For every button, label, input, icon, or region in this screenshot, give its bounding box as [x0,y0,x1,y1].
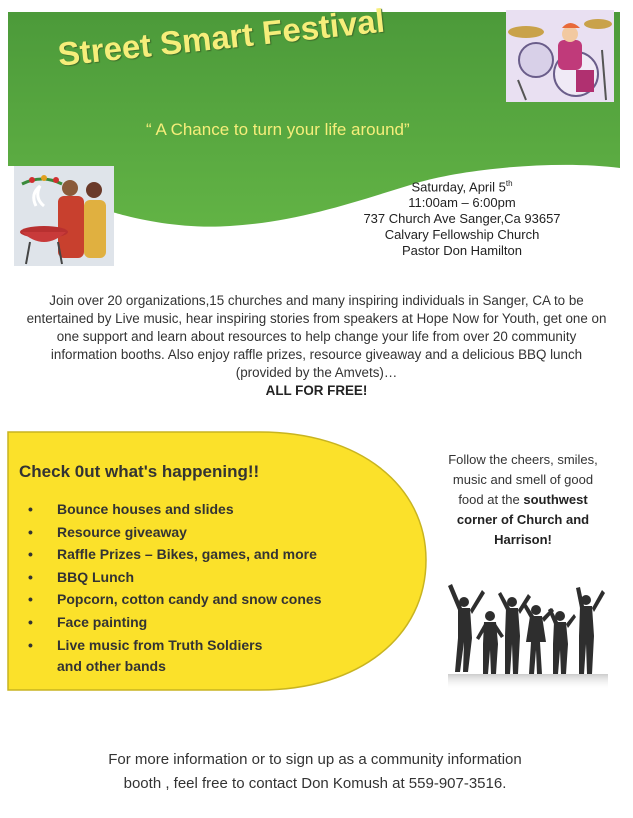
event-date: Saturday, April 5th [411,179,513,195]
activity-list [26,498,406,676]
follow-directions [448,450,598,550]
footer-line-1: For more information or to sign up as a community information [108,751,522,768]
festival-title: Street Smart Festival [56,1,387,73]
list-item [26,634,406,677]
event-venue: Calvary Fellowship Church [384,227,540,243]
intro-emphasis: ALL FOR FREE! [265,383,368,398]
list-item: • Raffle Prizes – Bikes, games, and more [26,543,406,566]
dancers-silhouette [448,580,608,690]
list-item-continuation: and other bands [57,658,166,675]
event-pastor: Pastor Don Hamilton [402,243,522,259]
list-item: • Face painting [26,611,406,634]
list-item: • Bounce houses and slides [26,498,406,521]
list-item: • Popcorn, cotton candy and snow cones [26,588,406,611]
follow-text: Follow the cheers, smiles, music and smell of good food at the [448,452,598,507]
bbq-illustration [14,166,114,266]
event-time: 11:00am – 6:00pm [408,195,516,211]
intro-paragraph [24,292,609,400]
intro-text: Join over 20 organizations,15 churches and many inspiring individuals in Sanger, CA to be entertained by Live music, hear inspiring stories from speakers at Hope Now for Youth, get one on one support and learn about resources to help change your life from over 20 community information booths. Also enjoy raffle prizes, resource giveaway and a delicious BBQ lunch (provided by the Amvets)… [26,293,607,380]
list-item: • Resource giveaway [26,521,406,544]
footer-line-2: booth , feel free to contact Don Komush at 559-907-3516. [123,775,507,792]
list-item: • BBQ Lunch [26,566,406,589]
list-item-text: Live music from Truth Soldiers [57,636,263,653]
festival-tagline: “ A Chance to turn your life around” [146,120,410,139]
happening-heading: Check 0ut what's happening!! [19,462,260,481]
event-details [352,176,572,259]
follow-location: southwest corner of Church and Harrison! [456,492,590,547]
drummer-illustration [506,10,614,102]
event-address: 737 Church Ave Sanger,Ca 93657 [363,211,561,227]
contact-footer [40,748,590,796]
